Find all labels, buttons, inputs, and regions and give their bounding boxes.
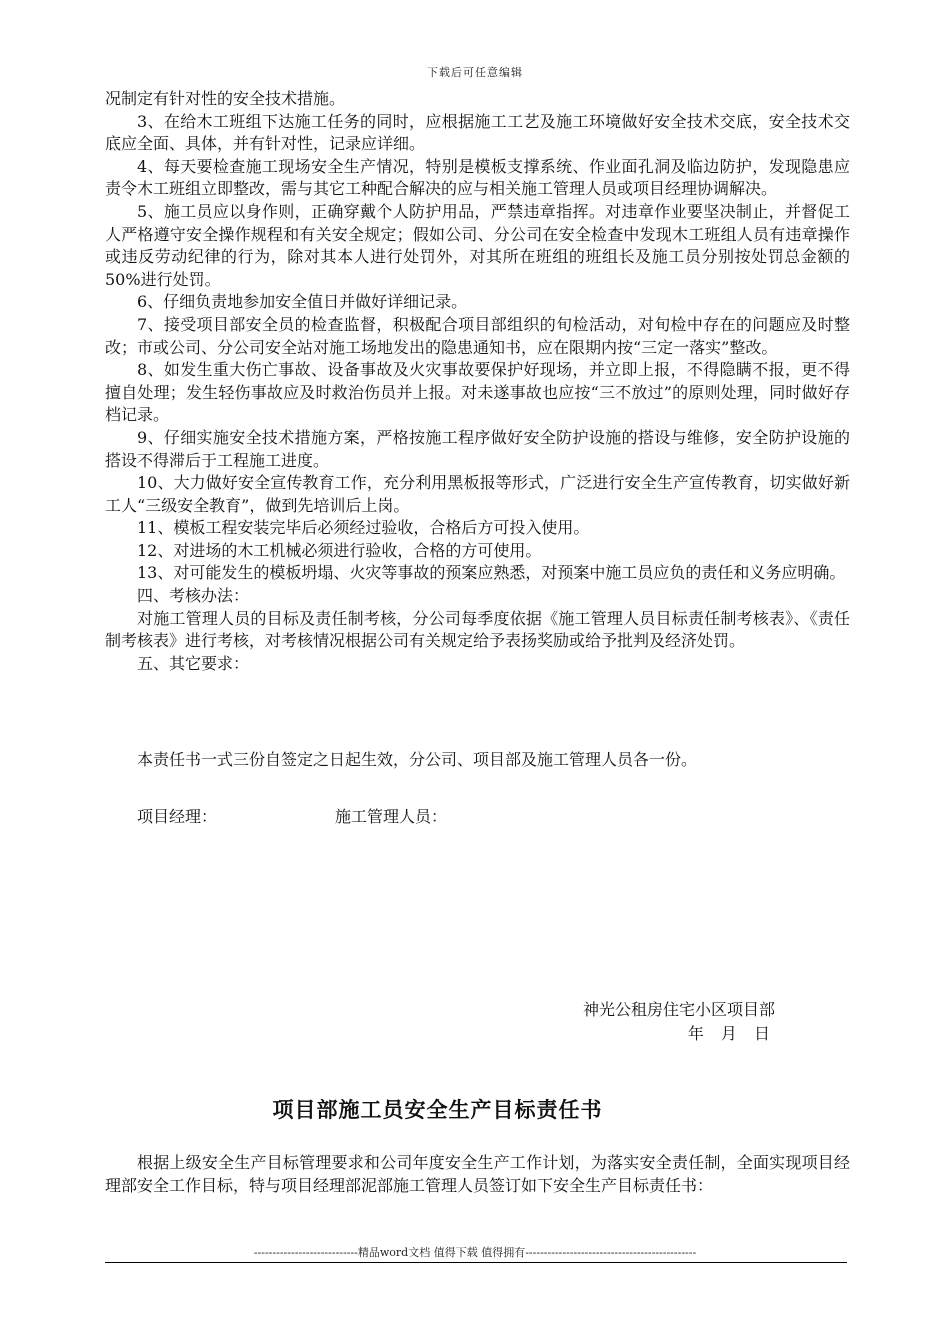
paragraph-item-3: 3、在给木工班组下达施工任务的同时，应根据施工工艺及施工环境做好安全技术交底，安全技术交底应全面、具体，并有针对性，记录应详细。 — [105, 111, 850, 154]
document-title: 项目部施工员安全生产目标责任书 — [272, 1098, 603, 1122]
paragraph-item-5: 5、施工员应以身作则，正确穿戴个人防护用品，严禁违章指挥。对违章作业要坚决制止，并督促工人严格遵守安全操作规程和有关安全规定；假如公司、分公司在安全检查中发现木工班组人员有违章操作或违反劳动纪律的行为，除对其本人进行处罚外，对其所在班组的班组长及施工员分别按处罚总金额的50%进行处罚。 — [105, 201, 850, 289]
construction-manager-signature-label: 施工管理人员： — [335, 807, 448, 827]
organization-name: 神光公租房住宅小区项目部 — [582, 1000, 775, 1019]
page-header: 下载后可任意编辑 — [427, 66, 523, 79]
signature-row — [105, 806, 850, 829]
paragraph-item-7: 7、接受项目部安全员的检查监督，积极配合项目部组织的旬检活动，对旬检中存在的问题应及时整改；市或公司、分公司安全站对施工场地发出的隐患通知书，应在限期内按“三定一落实”整改。 — [105, 314, 850, 357]
footer-rule — [105, 1262, 847, 1263]
paragraph-assessment: 对施工管理人员的目标及责任制考核，分公司每季度依据《施工管理人员目标责任制考核表》、《责任制考核表》进行考核，对考核情况根据公司有关规定给予表扬奖励或给予批判及经济处罚。 — [105, 608, 850, 651]
paragraph-item-12: 12、对进场的木工机械必须进行验收，合格的方可使用。 — [137, 540, 542, 560]
blank-space — [105, 675, 850, 749]
paragraph-item-10: 10、大力做好安全宣传教育工作，充分利用黑板报等形式，广泛进行安全生产宣传教育，切实做好新工人“三级安全教育”，做到先培训后上岗。 — [105, 473, 850, 515]
page-footer: ----------------------------精品word文档 值得下载 值得拥有---------------------------------------------- — [253, 1246, 697, 1259]
paragraph-item-11: 11、模板工程安装完毕后必须经过验收，合格后方可投入使用。 — [137, 518, 590, 538]
paragraph-item-9: 9、仔细实施安全技术措施方案，严格按施工程序做好安全防护设施的搭设与维修，安全防护设施的搭设不得滞后于工程施工进度。 — [105, 427, 850, 470]
paragraph-continuation: 况制定有针对性的安全技术措施。 — [105, 89, 346, 108]
document-body — [105, 88, 850, 829]
paragraph-item-8: 8、如发生重大伤亡事故、设备事故及火灾事故要保护好现场，并立即上报，不得隐瞒不报，更不得擅自处理；发生轻伤事故应及时救治伤员并上报。对未遂事故也应按“三不放过”的原则处理，同时做好存档记录。 — [105, 360, 850, 425]
intro-paragraph: 根据上级安全生产目标管理要求和公司年度安全生产工作计划，为落实安全责任制，全面实现项目经理部安全工作目标，特与项目经理部泥部施工管理人员签订如下安全生产目标责任书： — [105, 1153, 850, 1195]
validity-statement: 本责任书一式三份自签定之日起生效，分公司、项目部及施工管理人员各一份。 — [137, 750, 698, 770]
date-line: 年 月 日 — [687, 1024, 770, 1043]
paragraph-item-4: 4、每天要检查施工现场安全生产情况，特别是模板支撑系统、作业面孔洞及临边防护，发现隐患应责令木工班组立即整改，需与其它工种配合解决的应与相关施工管理人员或项目经理协调解决。 — [105, 156, 850, 199]
section-heading-assessment: 四、考核办法： — [137, 586, 250, 606]
project-manager-signature-label: 项目经理： — [137, 807, 218, 827]
section-heading-other: 五、其它要求： — [137, 653, 250, 673]
paragraph-item-6: 6、仔细负责地参加安全值日并做好详细记录。 — [137, 292, 468, 312]
paragraph-item-13: 13、对可能发生的模板坍塌、火灾等事故的预案应熟悉，对预案中施工员应负的责任和义务应明确。 — [137, 563, 846, 583]
